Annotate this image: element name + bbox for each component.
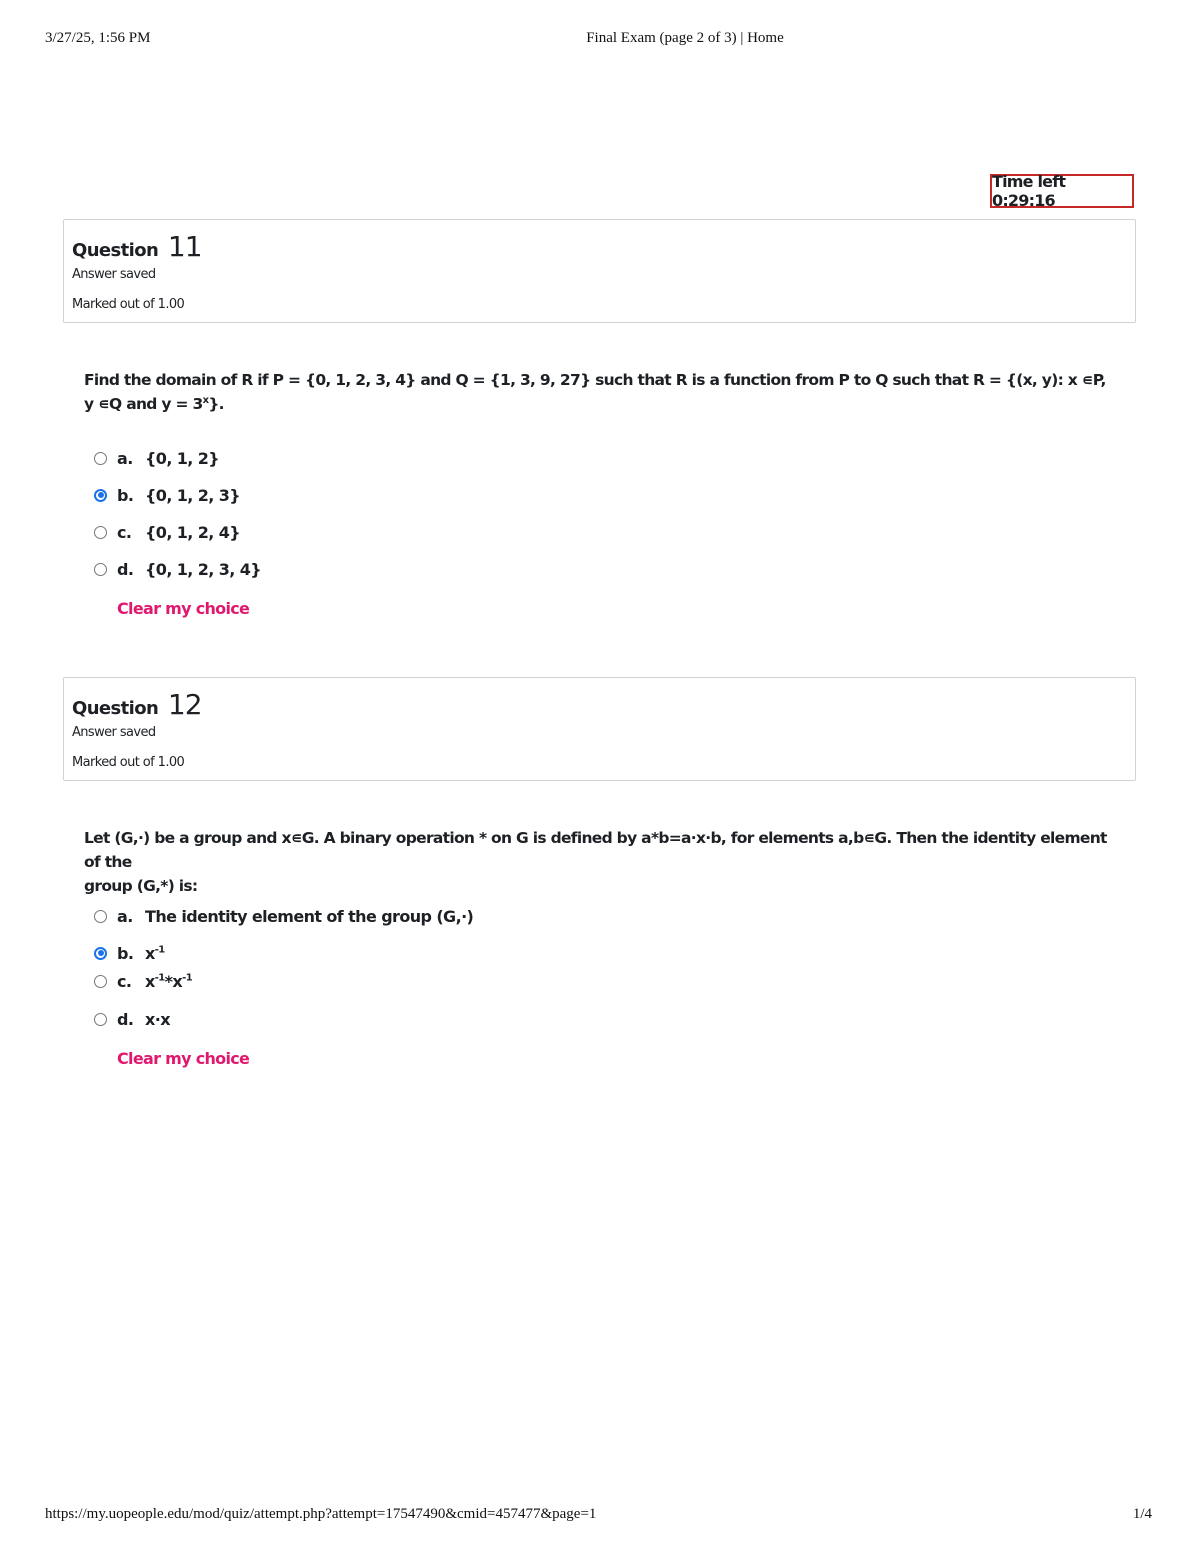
option-value: {0, 1, 2, 3, 4} xyxy=(145,559,262,579)
option-superscript: -1 xyxy=(154,972,165,984)
question-number-value: 12 xyxy=(167,688,202,721)
option-value: The identity element of the group (G,·) xyxy=(145,906,474,926)
answer-option-12b[interactable] xyxy=(94,941,165,965)
radio-button[interactable] xyxy=(94,526,107,539)
option-letter: d. xyxy=(117,559,134,579)
radio-button-selected[interactable] xyxy=(94,947,107,960)
radio-button[interactable] xyxy=(94,1013,107,1026)
radio-button-selected[interactable] xyxy=(94,489,107,502)
option-superscript: -1 xyxy=(182,972,193,984)
option-value: {0, 1, 2, 4} xyxy=(145,522,241,542)
clear-choice-link-11[interactable]: Clear my choice xyxy=(117,599,250,618)
print-url: https://my.uopeople.edu/mod/quiz/attempt.php?attempt=17547490&cmid=457477&page=1 xyxy=(45,1506,597,1522)
radio-button[interactable] xyxy=(94,452,107,465)
print-page-title: Final Exam (page 2 of 3) | Home xyxy=(586,30,784,46)
answer-option-11a[interactable] xyxy=(94,446,219,470)
question-number xyxy=(72,230,202,263)
print-header xyxy=(0,30,1200,50)
option-base: x xyxy=(145,943,155,963)
print-footer xyxy=(0,1506,1200,1526)
option-superscript: -1 xyxy=(154,944,165,956)
radio-button[interactable] xyxy=(94,910,107,923)
question-number-value: 11 xyxy=(167,230,202,263)
question-number xyxy=(72,688,202,721)
print-datetime: 3/27/25, 1:56 PM xyxy=(45,30,151,46)
option-value: {0, 1, 2} xyxy=(145,448,220,468)
question-grade: Marked out of 1.00 xyxy=(72,297,185,312)
option-letter: a. xyxy=(117,448,133,468)
question-info-12 xyxy=(63,677,1136,781)
answer-option-12d[interactable] xyxy=(94,1007,170,1031)
quiz-timer: Time left 0:29:16 xyxy=(990,174,1134,208)
question-text-11 xyxy=(84,368,1119,416)
option-value xyxy=(145,944,165,963)
option-value: {0, 1, 2, 3} xyxy=(145,485,241,505)
option-letter: b. xyxy=(117,485,134,505)
question-text-12 xyxy=(84,826,1119,898)
radio-button[interactable] xyxy=(94,975,107,988)
question-state: Answer saved xyxy=(72,267,156,282)
answer-option-12a[interactable] xyxy=(94,904,473,928)
question-label: Question xyxy=(72,698,159,719)
option-base: x xyxy=(145,971,155,991)
option-base: *x xyxy=(164,971,183,991)
question-text-line: Let (G,·) be a group and x∊G. A binary operation * on G is defined by a*b=a·x·b, for elements a,b∊G. Then the identity element of the xyxy=(84,829,1107,871)
question-state: Answer saved xyxy=(72,725,156,740)
option-letter: c. xyxy=(117,971,132,991)
question-text-line: group (G,*) is: xyxy=(84,877,198,895)
question-text-end: }. xyxy=(208,395,224,413)
answer-option-11d[interactable] xyxy=(94,557,261,581)
option-value: x·x xyxy=(145,1009,170,1029)
clear-choice-link-12[interactable]: Clear my choice xyxy=(117,1049,250,1068)
radio-button[interactable] xyxy=(94,563,107,576)
option-letter: b. xyxy=(117,943,134,963)
answer-option-12c[interactable] xyxy=(94,969,192,993)
option-letter: c. xyxy=(117,522,132,542)
answer-option-11b[interactable] xyxy=(94,483,240,507)
question-text-superscript: x xyxy=(202,394,209,406)
question-grade: Marked out of 1.00 xyxy=(72,755,185,770)
question-text-main: Find the domain of R if P = {0, 1, 2, 3, 4} and Q = {1, 3, 9, 27} such that R is a function from P to Q such that R = {(x, y): x ∊P, y ∊Q and y = 3 xyxy=(84,371,1106,413)
print-page-number: 1/4 xyxy=(1132,1506,1152,1522)
question-info-11 xyxy=(63,219,1136,323)
option-letter: a. xyxy=(117,906,133,926)
question-label: Question xyxy=(72,240,159,261)
option-value xyxy=(145,972,192,991)
answer-option-11c[interactable] xyxy=(94,520,240,544)
option-letter: d. xyxy=(117,1009,134,1029)
